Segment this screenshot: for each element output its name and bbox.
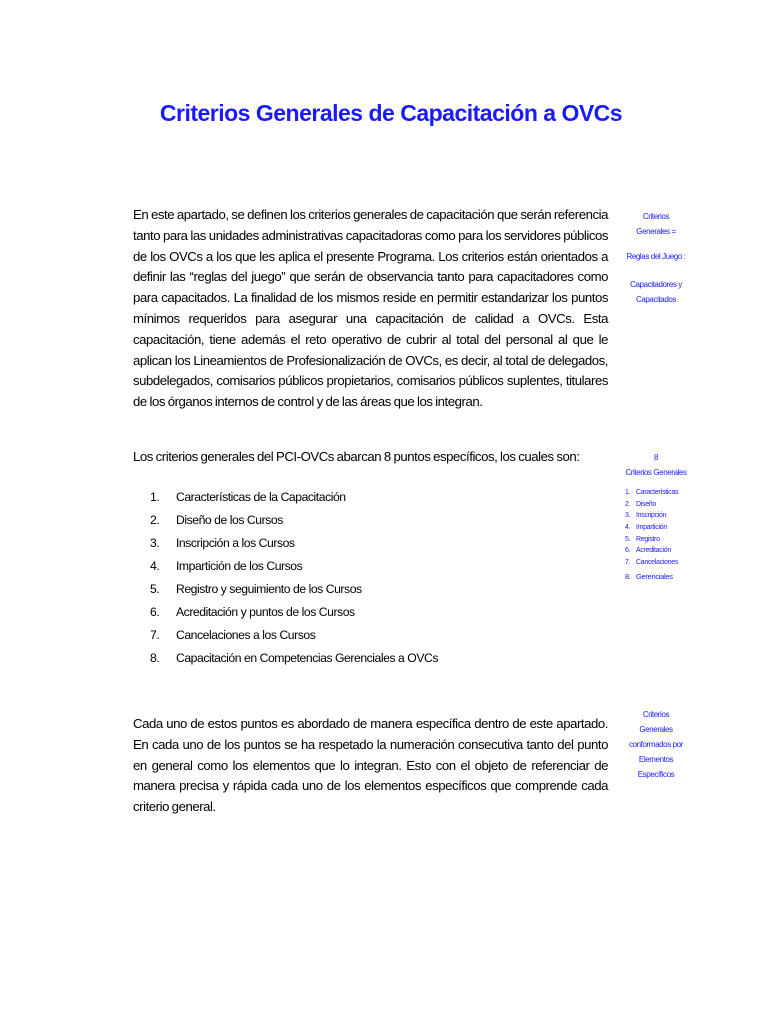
- list-item-text: Acreditación y puntos de los Cursos: [176, 605, 355, 620]
- intro-paragraph: En este apartado, se definen los criterios generales de capacitación que serán referencia tanto para las unidades administrativas capacitadoras como para los servidores públicos de los OVCs a los que les aplica el presente Programa. Los criterios están orientados a definir las “reglas del juego” que serán de observancia tanto para capacitadores como para capacitados. La finalidad de los mismos reside en permitir estandarizar los puntos mínimos requeridos para asegurar una capacitación de calidad a OVCs. Esta capacitación, tiene además el reto operativo de cubrir al total del personal al que le aplican los Lineamientos de Profesionalización de OVCs, es decir, al total de delegados, subdelegados, comisarios públicos propietarios, comisarios públicos suplentes, titulares de los órganos internos de control y de las áreas que los integran.: [133, 207, 608, 410]
- list-item: [150, 577, 438, 600]
- margin-note-line: Capacitadores y: [630, 280, 682, 289]
- margin-list-item-number: 8.: [625, 571, 631, 581]
- margin-list-item-number: 7.: [625, 559, 631, 567]
- margin-list-item-number: 2.: [625, 500, 631, 508]
- list-item: [150, 600, 438, 623]
- list-item-number: 6.: [150, 605, 160, 620]
- margin-note-line: conformados por: [628, 740, 684, 749]
- margin-note-reglas-del-juego: [612, 249, 700, 264]
- margin-note-line: Criterios Generales: [625, 468, 687, 477]
- margin-list-item: [625, 571, 678, 583]
- list-item-number: 8.: [150, 651, 160, 666]
- margin-list-item: [625, 510, 678, 522]
- list-item-number: 2.: [150, 512, 160, 527]
- list-item: [150, 508, 438, 531]
- margin-note-8-criterios: [612, 450, 700, 480]
- margin-list-item: [625, 522, 678, 534]
- margin-list-item-number: 1.: [625, 489, 631, 496]
- list-item-number: 3.: [150, 535, 160, 550]
- list-item-text: Impartición de los Cursos: [176, 558, 303, 573]
- list-item-text: Cancelaciones a los Cursos: [176, 628, 316, 643]
- margin-list-item: [625, 557, 678, 569]
- margin-list-item-text: Impartición: [636, 524, 667, 532]
- margin-note-criteria-list: [625, 487, 678, 583]
- list-item-text: Inscripción a los Cursos: [176, 535, 295, 550]
- margin-list-item: [625, 487, 678, 499]
- margin-list-item-text: Registro: [636, 535, 660, 543]
- margin-list-item-number: 4.: [625, 524, 631, 532]
- margin-note-line: Criterios: [642, 710, 670, 719]
- list-item-number: 5.: [150, 581, 160, 596]
- list-item-text: Capacitación en Competencias Gerenciales a OVCs: [176, 651, 439, 666]
- margin-list-item: [625, 545, 678, 557]
- margin-list-item: [625, 499, 678, 511]
- margin-list-item-number: 5.: [625, 535, 631, 543]
- list-item-number: 4.: [150, 558, 160, 573]
- list-item: [150, 624, 438, 647]
- margin-list-item-text: Características: [636, 489, 679, 496]
- margin-list-item-number: 6.: [625, 547, 631, 555]
- margin-note-line: Generales =: [636, 227, 676, 236]
- margin-note-elementos-especificos: [612, 707, 700, 782]
- list-item-text: Diseño de los Cursos: [176, 512, 283, 527]
- list-item-number: 7.: [150, 628, 160, 643]
- page-title: Criterios Generales de Capacitación a OVCs: [159, 100, 623, 126]
- closing-paragraph: Cada uno de estos puntos es abordado de manera específica dentro de este apartado. En cada uno de los puntos se ha respetado la numeración consecutiva tanto del punto en general como los elementos que lo integran. Esto con el objeto de referenciar de manera precisa y rápida cada uno de los elementos específicos que comprende cada criterio general.: [133, 716, 608, 815]
- list-item: [150, 485, 438, 508]
- margin-list-item-number: 3.: [625, 512, 631, 520]
- list-item: [150, 647, 438, 670]
- margin-note-line: Reglas del Juego :: [626, 252, 686, 261]
- margin-list-item-text: Gerenciales: [636, 571, 673, 581]
- criteria-intro-paragraph: Los criterios generales del PCI-OVCs abarcan 8 puntos específicos, los cuales son:: [133, 449, 580, 464]
- margin-note-line: Específicos: [637, 770, 675, 779]
- margin-list-item-text: Cancelaciones: [636, 559, 679, 567]
- list-item: [150, 554, 438, 577]
- margin-list-item: [625, 534, 678, 546]
- margin-note-line: Capacitados: [635, 295, 677, 304]
- margin-note-capacitadores: [612, 277, 700, 307]
- margin-note-line: Generales: [639, 725, 673, 734]
- margin-note-line: 8: [653, 453, 659, 462]
- list-item-text: Registro y seguimiento de los Cursos: [176, 581, 362, 596]
- list-item-number: 1.: [150, 489, 160, 504]
- margin-note-line: Criterios: [642, 212, 670, 221]
- margin-list-item-text: Acreditación: [636, 547, 671, 555]
- list-item: [150, 531, 438, 554]
- margin-note-line: Elementos: [638, 755, 674, 764]
- margin-list-item-text: Inscripción: [636, 512, 667, 520]
- margin-note-criterios-generales: [612, 209, 700, 239]
- list-item-text: Características de la Capacitación: [176, 489, 346, 504]
- margin-list-item-text: Diseño: [636, 500, 656, 508]
- criteria-list: [150, 485, 438, 670]
